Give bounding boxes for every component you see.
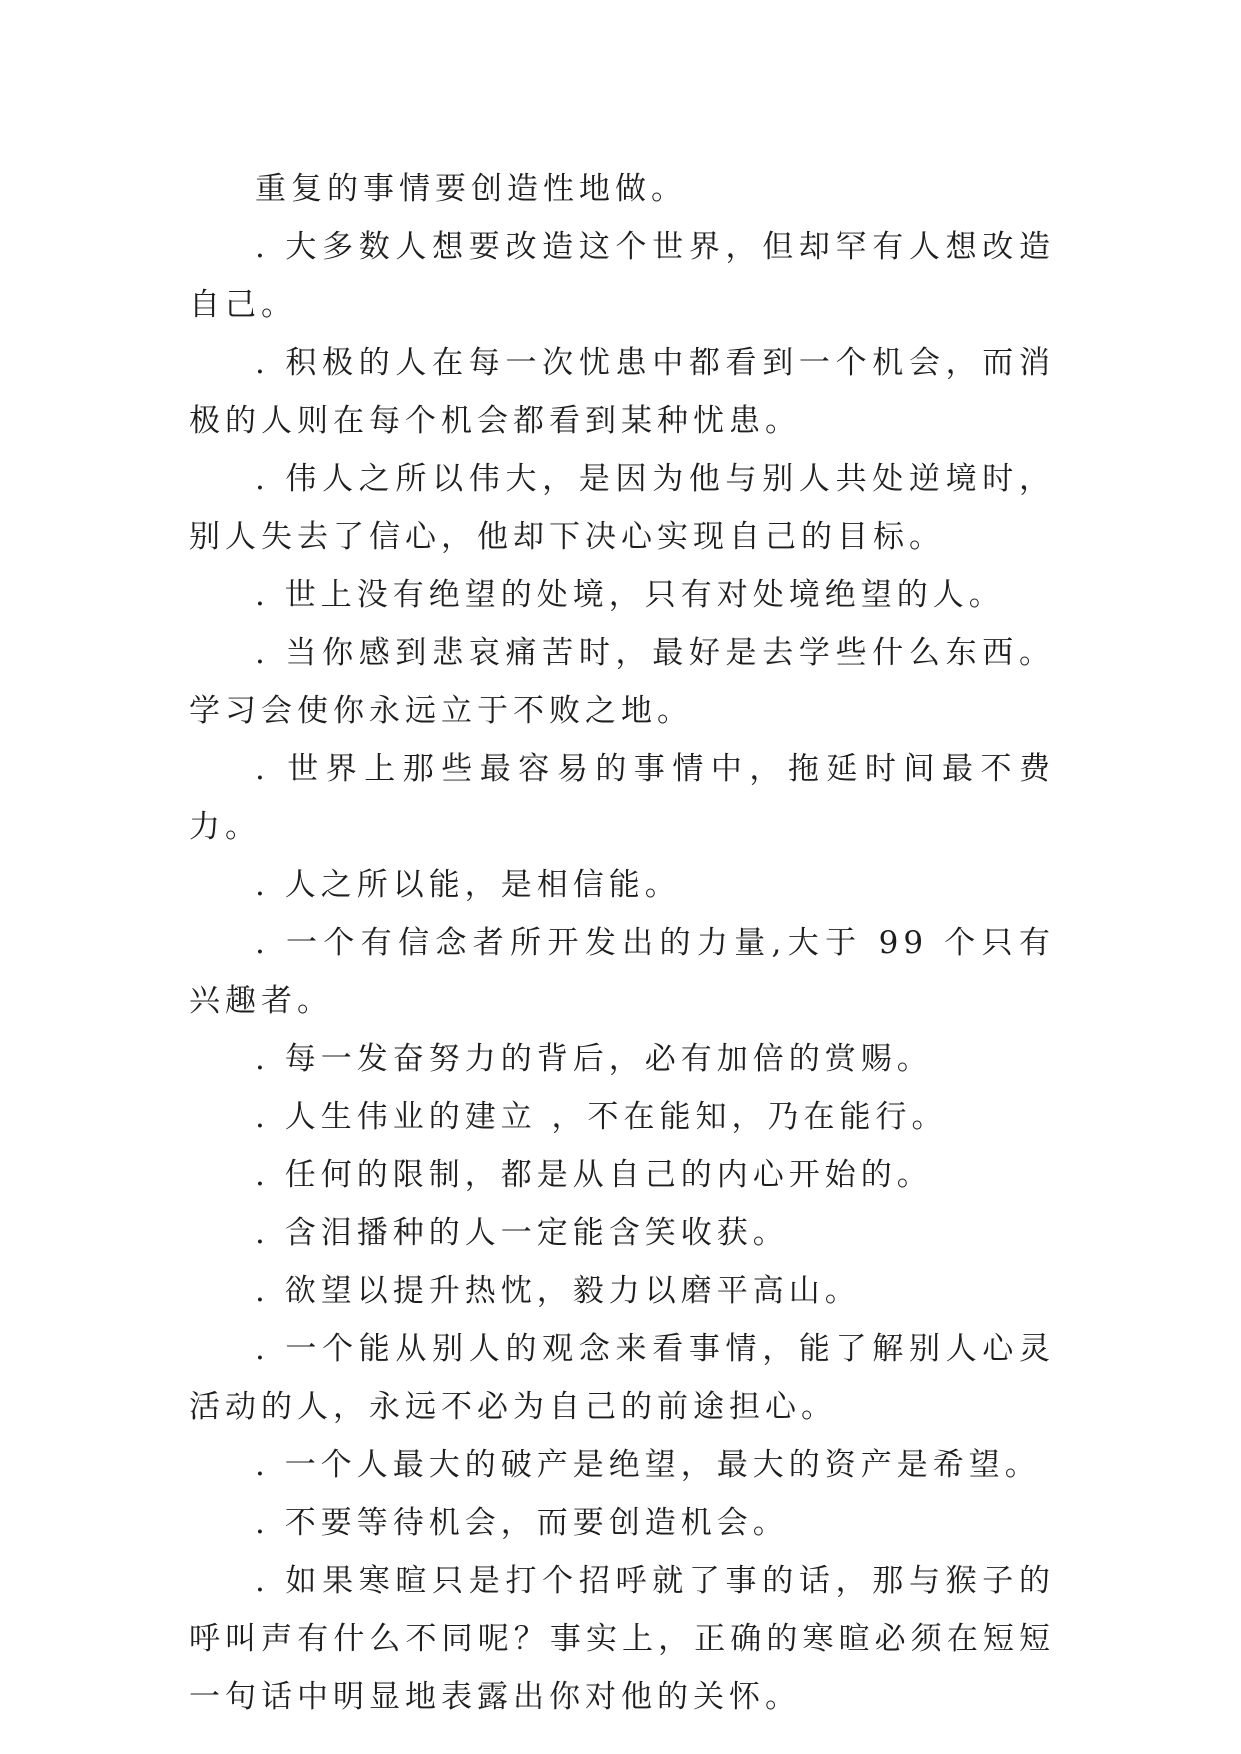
paragraph-3: . 积极的人在每一次忧患中都看到一个机会，而消极的人则在每个机会都看到某种忧患。 bbox=[189, 345, 1055, 439]
paragraph-16: . 一个人最大的破产是绝望，最大的资产是希望。 bbox=[255, 1447, 1041, 1483]
paragraph-13: . 含泪播种的人一定能含笑收获。 bbox=[255, 1215, 789, 1251]
paragraph-7: . 世界上那些最容易的事情中，拖延时间最不费力。 bbox=[189, 751, 1055, 845]
paragraph-2: . 大多数人想要改造这个世界，但却罕有人想改造自己。 bbox=[189, 229, 1055, 323]
paragraph-1: 重复的事情要创造性地做。 bbox=[255, 171, 687, 207]
paragraph-11: . 人生伟业的建立 ，不在能知，乃在能行。 bbox=[255, 1099, 948, 1135]
paragraph-17: . 不要等待机会，而要创造机会。 bbox=[255, 1505, 789, 1541]
paragraph-6: . 当你感到悲哀痛苦时，最好是去学些什么东西。学习会使你永远立于不败之地。 bbox=[189, 635, 1055, 729]
paragraph-8: . 人之所以能，是相信能。 bbox=[255, 867, 681, 903]
paragraph-12: . 任何的限制，都是从自己的内心开始的。 bbox=[255, 1157, 933, 1193]
paragraph-14: . 欲望以提升热忱，毅力以磨平高山。 bbox=[255, 1273, 861, 1309]
paragraph-18: . 如果寒暄只是打个招呼就了事的话，那与猴子的呼叫声有什么不同呢？事实上，正确的寒暄必须在短短一句话中明显地表露出你对他的关怀。 bbox=[189, 1563, 1055, 1715]
paragraph-9: . 一个有信念者所开发出的力量,大于 99 个只有兴趣者。 bbox=[189, 925, 1055, 1019]
paragraph-15: . 一个能从别人的观念来看事情，能了解别人心灵活动的人，永远不必为自己的前途担心。 bbox=[189, 1331, 1055, 1425]
document-body bbox=[189, 160, 1055, 1726]
paragraph-4: . 伟人之所以伟大，是因为他与别人共处逆境时，别人失去了信心，他却下决心实现自己的目标。 bbox=[189, 461, 1055, 555]
paragraph-10: . 每一发奋努力的背后，必有加倍的赏赐。 bbox=[255, 1041, 933, 1077]
paragraph-5: . 世上没有绝望的处境，只有对处境绝望的人。 bbox=[255, 577, 1005, 613]
